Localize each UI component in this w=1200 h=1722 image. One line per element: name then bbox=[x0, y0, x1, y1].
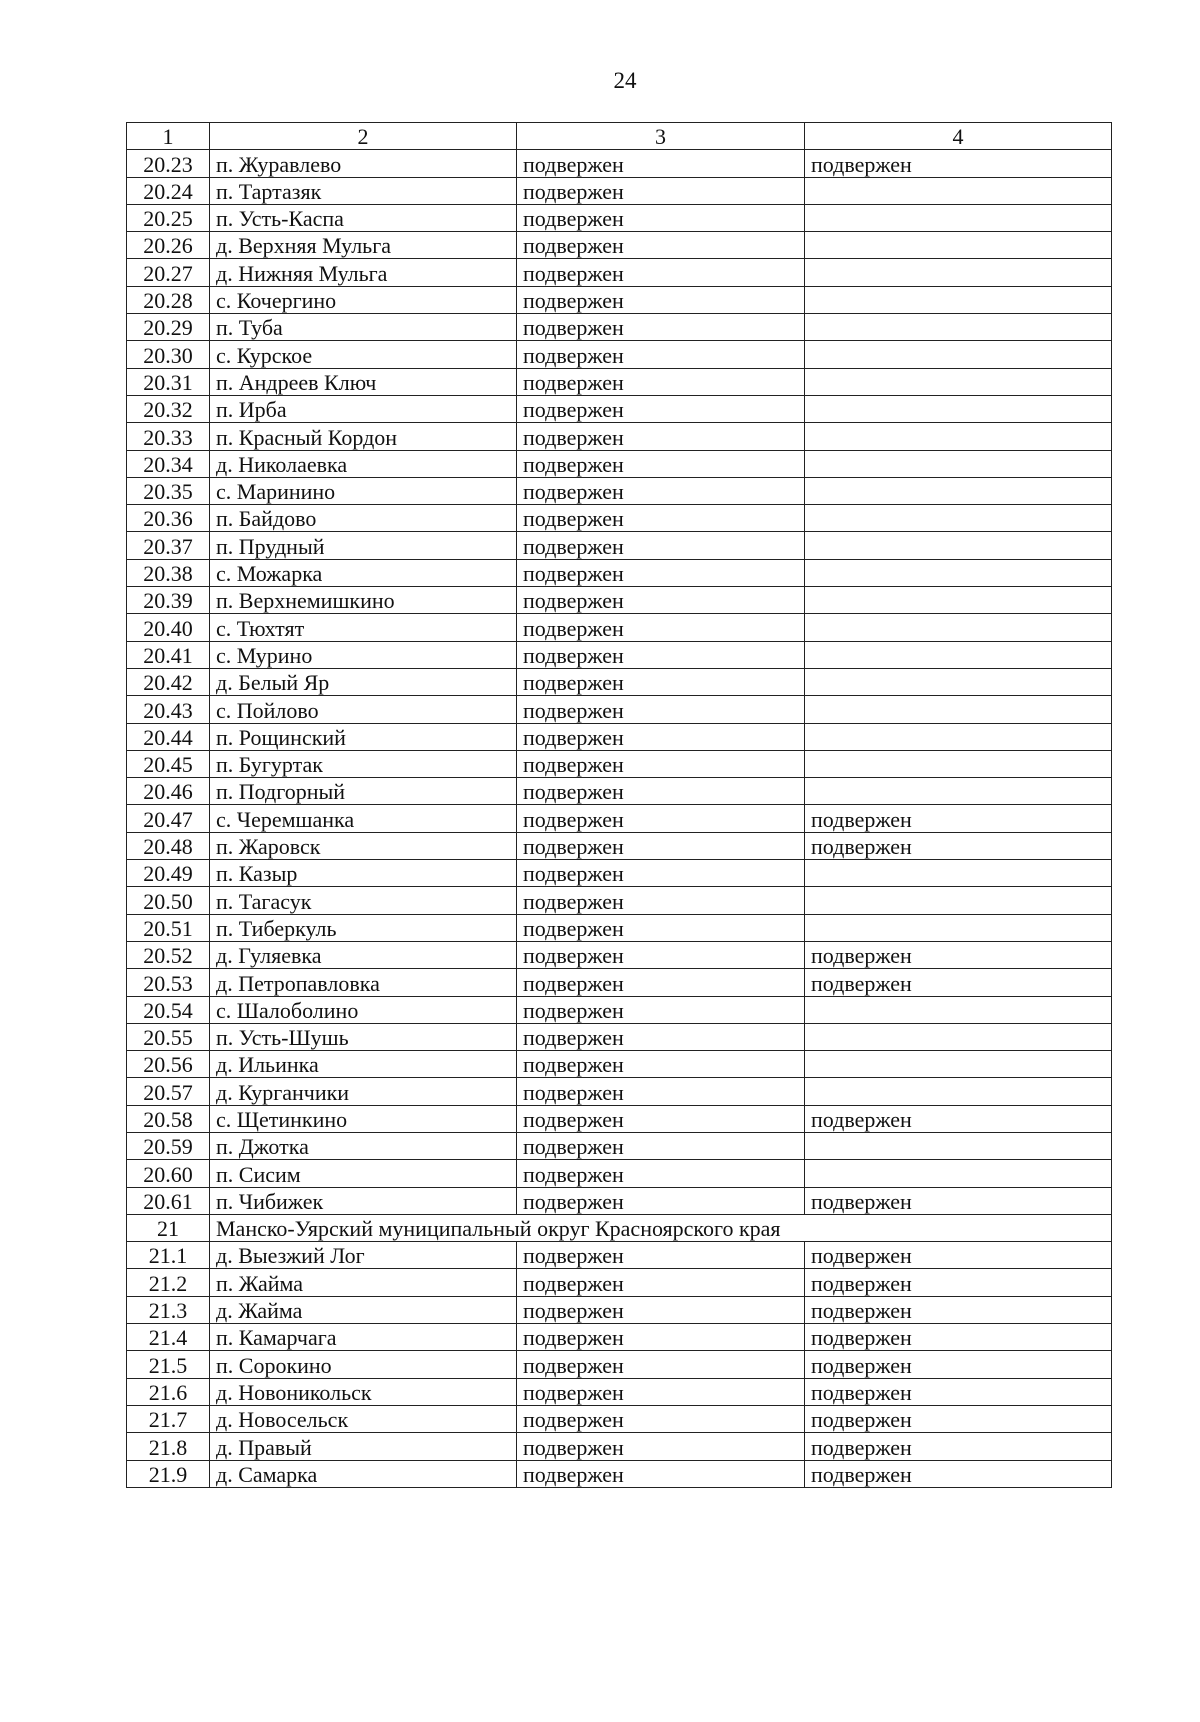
row-number-cell: 20.35 bbox=[127, 477, 210, 504]
row-number-cell: 20.47 bbox=[127, 805, 210, 832]
table-row bbox=[127, 1132, 1112, 1159]
column-3-value-cell: подвержен bbox=[517, 887, 805, 914]
table-row bbox=[127, 750, 1112, 777]
table-row bbox=[127, 259, 1112, 286]
column-3-value-cell: подвержен bbox=[517, 750, 805, 777]
settlement-name-cell: п. Ирба bbox=[210, 395, 517, 422]
settlement-name-cell: п. Жаровск bbox=[210, 832, 517, 859]
table-row bbox=[127, 395, 1112, 422]
row-number-cell: 20.33 bbox=[127, 423, 210, 450]
row-number-cell: 20.43 bbox=[127, 696, 210, 723]
column-3-value-cell: подвержен bbox=[517, 1187, 805, 1214]
column-3-value-cell: подвержен bbox=[517, 860, 805, 887]
table-row bbox=[127, 1433, 1112, 1460]
row-number-cell: 21.3 bbox=[127, 1296, 210, 1323]
settlement-name-cell: д. Николаевка bbox=[210, 450, 517, 477]
column-4-value-cell bbox=[805, 750, 1112, 777]
column-3-value-cell: подвержен bbox=[517, 1460, 805, 1487]
column-4-value-cell bbox=[805, 423, 1112, 450]
column-3-value-cell: подвержен bbox=[517, 477, 805, 504]
column-header-2: 2 bbox=[210, 123, 517, 150]
row-number-cell: 20.44 bbox=[127, 723, 210, 750]
row-number-cell: 20.23 bbox=[127, 150, 210, 177]
table-row bbox=[127, 1296, 1112, 1323]
column-3-value-cell: подвержен bbox=[517, 696, 805, 723]
table-row bbox=[127, 368, 1112, 395]
settlement-name-cell: д. Новоникольск bbox=[210, 1378, 517, 1405]
row-number-cell: 20.26 bbox=[127, 232, 210, 259]
settlement-name-cell: д. Выезжий Лог bbox=[210, 1242, 517, 1269]
row-number-cell: 20.57 bbox=[127, 1078, 210, 1105]
table-row bbox=[127, 1160, 1112, 1187]
column-3-value-cell: подвержен bbox=[517, 941, 805, 968]
table-row bbox=[127, 1187, 1112, 1214]
column-3-value-cell: подвержен bbox=[517, 559, 805, 586]
row-number-cell: 20.38 bbox=[127, 559, 210, 586]
row-number-cell: 20.54 bbox=[127, 996, 210, 1023]
column-4-value-cell bbox=[805, 204, 1112, 231]
column-4-value-cell bbox=[805, 778, 1112, 805]
settlement-name-cell: с. Тюхтят bbox=[210, 614, 517, 641]
settlements-table bbox=[126, 122, 1112, 1488]
column-3-value-cell: подвержен bbox=[517, 286, 805, 313]
row-number-cell: 20.50 bbox=[127, 887, 210, 914]
column-4-value-cell: подвержен bbox=[805, 150, 1112, 177]
settlement-name-cell: п. Казыр bbox=[210, 860, 517, 887]
table-row bbox=[127, 941, 1112, 968]
column-3-value-cell: подвержен bbox=[517, 505, 805, 532]
column-4-value-cell bbox=[805, 614, 1112, 641]
column-3-value-cell: подвержен bbox=[517, 368, 805, 395]
column-4-value-cell: подвержен bbox=[805, 1324, 1112, 1351]
table-row bbox=[127, 450, 1112, 477]
table-body bbox=[127, 123, 1112, 1488]
table-row bbox=[127, 860, 1112, 887]
row-number-cell: 20.58 bbox=[127, 1105, 210, 1132]
column-4-value-cell bbox=[805, 914, 1112, 941]
row-number-cell: 20.27 bbox=[127, 259, 210, 286]
column-4-value-cell bbox=[805, 259, 1112, 286]
settlement-name-cell: с. Курское bbox=[210, 341, 517, 368]
table-row bbox=[127, 1378, 1112, 1405]
row-number-cell: 20.31 bbox=[127, 368, 210, 395]
row-number-cell: 20.34 bbox=[127, 450, 210, 477]
row-number-cell: 20.28 bbox=[127, 286, 210, 313]
column-3-value-cell: подвержен bbox=[517, 1351, 805, 1378]
column-4-value-cell: подвержен bbox=[805, 1269, 1112, 1296]
settlement-name-cell: п. Андреев Ключ bbox=[210, 368, 517, 395]
column-4-value-cell bbox=[805, 395, 1112, 422]
table-row bbox=[127, 778, 1112, 805]
column-4-value-cell bbox=[805, 341, 1112, 368]
column-4-value-cell bbox=[805, 559, 1112, 586]
settlement-name-cell: п. Жайма bbox=[210, 1269, 517, 1296]
table-row bbox=[127, 505, 1112, 532]
row-number-cell: 20.24 bbox=[127, 177, 210, 204]
table-row bbox=[127, 641, 1112, 668]
table-row bbox=[127, 832, 1112, 859]
table-row bbox=[127, 1078, 1112, 1105]
column-4-value-cell: подвержен bbox=[805, 969, 1112, 996]
settlement-name-cell: с. Мурино bbox=[210, 641, 517, 668]
column-4-value-cell bbox=[805, 1160, 1112, 1187]
column-4-value-cell bbox=[805, 996, 1112, 1023]
column-3-value-cell: подвержен bbox=[517, 341, 805, 368]
column-3-value-cell: подвержен bbox=[517, 177, 805, 204]
column-3-value-cell: подвержен bbox=[517, 1078, 805, 1105]
settlement-name-cell: д. Новосельск bbox=[210, 1405, 517, 1432]
column-4-value-cell: подвержен bbox=[805, 1296, 1112, 1323]
column-4-value-cell bbox=[805, 723, 1112, 750]
column-4-value-cell bbox=[805, 1078, 1112, 1105]
column-4-value-cell: подвержен bbox=[805, 1405, 1112, 1432]
column-3-value-cell: подвержен bbox=[517, 723, 805, 750]
column-4-value-cell bbox=[805, 860, 1112, 887]
column-4-value-cell: подвержен bbox=[805, 1433, 1112, 1460]
column-4-value-cell: подвержен bbox=[805, 1187, 1112, 1214]
settlement-name-cell: п. Подгорный bbox=[210, 778, 517, 805]
row-number-cell: 20.37 bbox=[127, 532, 210, 559]
row-number-cell: 20.59 bbox=[127, 1132, 210, 1159]
row-number-cell: 21.2 bbox=[127, 1269, 210, 1296]
column-3-value-cell: подвержен bbox=[517, 1269, 805, 1296]
settlement-name-cell: п. Усть-Шушь bbox=[210, 1023, 517, 1050]
table-row bbox=[127, 1324, 1112, 1351]
settlement-name-cell: п. Тиберкуль bbox=[210, 914, 517, 941]
column-4-value-cell bbox=[805, 887, 1112, 914]
row-number-cell: 20.56 bbox=[127, 1051, 210, 1078]
column-4-value-cell bbox=[805, 587, 1112, 614]
settlement-name-cell: д. Правый bbox=[210, 1433, 517, 1460]
settlement-name-cell: с. Шалоболино bbox=[210, 996, 517, 1023]
table-row bbox=[127, 559, 1112, 586]
column-4-value-cell bbox=[805, 696, 1112, 723]
settlement-name-cell: д. Белый Яр bbox=[210, 668, 517, 695]
settlement-name-cell: д. Жайма bbox=[210, 1296, 517, 1323]
settlement-name-cell: с. Черемшанка bbox=[210, 805, 517, 832]
table-row bbox=[127, 341, 1112, 368]
column-4-value-cell: подвержен bbox=[805, 1460, 1112, 1487]
table-row bbox=[127, 1242, 1112, 1269]
row-number-cell: 20.39 bbox=[127, 587, 210, 614]
table-row bbox=[127, 1460, 1112, 1487]
table-row bbox=[127, 969, 1112, 996]
column-3-value-cell: подвержен bbox=[517, 1378, 805, 1405]
table-row bbox=[127, 532, 1112, 559]
settlement-name-cell: п. Бугуртак bbox=[210, 750, 517, 777]
row-number-cell: 20.41 bbox=[127, 641, 210, 668]
column-3-value-cell: подвержен bbox=[517, 1105, 805, 1132]
settlement-name-cell: п. Тартазяк bbox=[210, 177, 517, 204]
column-3-value-cell: подвержен bbox=[517, 532, 805, 559]
column-4-value-cell bbox=[805, 450, 1112, 477]
column-3-value-cell: подвержен bbox=[517, 450, 805, 477]
row-number-cell: 20.46 bbox=[127, 778, 210, 805]
column-4-value-cell bbox=[805, 1023, 1112, 1050]
column-4-value-cell bbox=[805, 368, 1112, 395]
column-header-3: 3 bbox=[517, 123, 805, 150]
table-row bbox=[127, 286, 1112, 313]
column-4-value-cell bbox=[805, 1051, 1112, 1078]
row-number-cell: 20.45 bbox=[127, 750, 210, 777]
row-number-cell: 20.40 bbox=[127, 614, 210, 641]
settlement-name-cell: п. Камарчага bbox=[210, 1324, 517, 1351]
row-number-cell: 21.7 bbox=[127, 1405, 210, 1432]
column-3-value-cell: подвержен bbox=[517, 150, 805, 177]
settlement-name-cell: п. Журавлево bbox=[210, 150, 517, 177]
row-number-cell: 20.36 bbox=[127, 505, 210, 532]
table-row bbox=[127, 996, 1112, 1023]
column-3-value-cell: подвержен bbox=[517, 1405, 805, 1432]
row-number-cell: 20.30 bbox=[127, 341, 210, 368]
column-3-value-cell: подвержен bbox=[517, 1324, 805, 1351]
settlement-name-cell: п. Верхнемишкино bbox=[210, 587, 517, 614]
settlement-name-cell: д. Самарка bbox=[210, 1460, 517, 1487]
column-4-value-cell: подвержен bbox=[805, 805, 1112, 832]
row-number-cell: 20.52 bbox=[127, 941, 210, 968]
table-row bbox=[127, 1405, 1112, 1432]
table-row bbox=[127, 1351, 1112, 1378]
column-4-value-cell bbox=[805, 1132, 1112, 1159]
column-3-value-cell: подвержен bbox=[517, 1296, 805, 1323]
column-3-value-cell: подвержен bbox=[517, 204, 805, 231]
settlement-name-cell: п. Байдово bbox=[210, 505, 517, 532]
row-number-cell: 20.32 bbox=[127, 395, 210, 422]
table-row bbox=[127, 477, 1112, 504]
settlement-name-cell: д. Ильинка bbox=[210, 1051, 517, 1078]
table-row bbox=[127, 805, 1112, 832]
column-4-value-cell bbox=[805, 314, 1112, 341]
settlement-name-cell: с. Маринино bbox=[210, 477, 517, 504]
row-number-cell: 21.1 bbox=[127, 1242, 210, 1269]
settlement-name-cell: с. Пойлово bbox=[210, 696, 517, 723]
column-4-value-cell bbox=[805, 641, 1112, 668]
row-number-cell: 20.51 bbox=[127, 914, 210, 941]
column-4-value-cell: подвержен bbox=[805, 941, 1112, 968]
settlement-name-cell: п. Усть-Каспа bbox=[210, 204, 517, 231]
row-number-cell: 20.49 bbox=[127, 860, 210, 887]
column-4-value-cell: подвержен bbox=[805, 832, 1112, 859]
table-row bbox=[127, 887, 1112, 914]
column-3-value-cell: подвержен bbox=[517, 1160, 805, 1187]
row-number-cell: 21.4 bbox=[127, 1324, 210, 1351]
column-4-value-cell: подвержен bbox=[805, 1242, 1112, 1269]
column-3-value-cell: подвержен bbox=[517, 996, 805, 1023]
column-3-value-cell: подвержен bbox=[517, 259, 805, 286]
settlement-name-cell: п. Туба bbox=[210, 314, 517, 341]
table-header-row bbox=[127, 123, 1112, 150]
settlement-name-cell: д. Верхняя Мульга bbox=[210, 232, 517, 259]
table-row bbox=[127, 423, 1112, 450]
table-row bbox=[127, 1269, 1112, 1296]
column-4-value-cell: подвержен bbox=[805, 1351, 1112, 1378]
row-number-cell: 20.53 bbox=[127, 969, 210, 996]
table-row bbox=[127, 177, 1112, 204]
settlement-name-cell: с. Щетинкино bbox=[210, 1105, 517, 1132]
settlement-name-cell: п. Сорокино bbox=[210, 1351, 517, 1378]
settlement-name-cell: с. Кочергино bbox=[210, 286, 517, 313]
row-number-cell: 20.60 bbox=[127, 1160, 210, 1187]
column-4-value-cell bbox=[805, 668, 1112, 695]
column-4-value-cell bbox=[805, 505, 1112, 532]
page-number: 24 bbox=[613, 68, 637, 93]
table-row bbox=[127, 914, 1112, 941]
column-4-value-cell bbox=[805, 477, 1112, 504]
column-4-value-cell bbox=[805, 232, 1112, 259]
column-3-value-cell: подвержен bbox=[517, 395, 805, 422]
column-3-value-cell: подвержен bbox=[517, 1051, 805, 1078]
settlement-name-cell: с. Можарка bbox=[210, 559, 517, 586]
table-row bbox=[127, 150, 1112, 177]
column-3-value-cell: подвержен bbox=[517, 314, 805, 341]
settlement-name-cell: д. Курганчики bbox=[210, 1078, 517, 1105]
column-3-value-cell: подвержен bbox=[517, 1023, 805, 1050]
column-header-1: 1 bbox=[127, 123, 210, 150]
column-3-value-cell: подвержен bbox=[517, 832, 805, 859]
column-4-value-cell: подвержен bbox=[805, 1105, 1112, 1132]
settlement-name-cell: п. Тагасук bbox=[210, 887, 517, 914]
table-row bbox=[127, 696, 1112, 723]
settlement-name-cell: д. Гуляевка bbox=[210, 941, 517, 968]
table-row bbox=[127, 668, 1112, 695]
table-row bbox=[127, 614, 1112, 641]
settlement-name-cell: п. Джотка bbox=[210, 1132, 517, 1159]
table-row bbox=[127, 314, 1112, 341]
table-row bbox=[127, 1023, 1112, 1050]
column-4-value-cell bbox=[805, 286, 1112, 313]
table-row bbox=[127, 204, 1112, 231]
column-4-value-cell bbox=[805, 532, 1112, 559]
column-3-value-cell: подвержен bbox=[517, 587, 805, 614]
row-number-cell: 20.42 bbox=[127, 668, 210, 695]
row-number-cell: 21.8 bbox=[127, 1433, 210, 1460]
column-4-value-cell: подвержен bbox=[805, 1378, 1112, 1405]
settlement-name-cell: д. Нижняя Мульга bbox=[210, 259, 517, 286]
settlement-name-cell: д. Петропавловка bbox=[210, 969, 517, 996]
column-header-4: 4 bbox=[805, 123, 1112, 150]
column-3-value-cell: подвержен bbox=[517, 969, 805, 996]
column-3-value-cell: подвержен bbox=[517, 614, 805, 641]
row-number-cell: 20.48 bbox=[127, 832, 210, 859]
row-number-cell: 20.55 bbox=[127, 1023, 210, 1050]
column-3-value-cell: подвержен bbox=[517, 914, 805, 941]
column-3-value-cell: подвержен bbox=[517, 1242, 805, 1269]
table-row bbox=[127, 587, 1112, 614]
column-3-value-cell: подвержен bbox=[517, 232, 805, 259]
table-row bbox=[127, 1105, 1112, 1132]
settlement-name-cell: п. Рощинский bbox=[210, 723, 517, 750]
column-3-value-cell: подвержен bbox=[517, 1132, 805, 1159]
column-3-value-cell: подвержен bbox=[517, 641, 805, 668]
row-number-cell: 21.6 bbox=[127, 1378, 210, 1405]
column-3-value-cell: подвержен bbox=[517, 1433, 805, 1460]
column-3-value-cell: подвержен bbox=[517, 805, 805, 832]
section-row bbox=[127, 1214, 1112, 1241]
settlement-name-cell: п. Красный Кордон bbox=[210, 423, 517, 450]
row-number-cell: 21 bbox=[127, 1214, 210, 1241]
column-3-value-cell: подвержен bbox=[517, 668, 805, 695]
row-number-cell: 21.9 bbox=[127, 1460, 210, 1487]
settlement-name-cell: п. Сисим bbox=[210, 1160, 517, 1187]
row-number-cell: 20.25 bbox=[127, 204, 210, 231]
table-row bbox=[127, 232, 1112, 259]
row-number-cell: 21.5 bbox=[127, 1351, 210, 1378]
row-number-cell: 20.61 bbox=[127, 1187, 210, 1214]
row-number-cell: 20.29 bbox=[127, 314, 210, 341]
section-title-cell: Манско-Уярский муниципальный округ Красноярского края bbox=[210, 1214, 1112, 1241]
table-row bbox=[127, 723, 1112, 750]
table-row bbox=[127, 1051, 1112, 1078]
column-4-value-cell bbox=[805, 177, 1112, 204]
column-3-value-cell: подвержен bbox=[517, 778, 805, 805]
settlement-name-cell: п. Прудный bbox=[210, 532, 517, 559]
settlement-name-cell: п. Чибижек bbox=[210, 1187, 517, 1214]
column-3-value-cell: подвержен bbox=[517, 423, 805, 450]
